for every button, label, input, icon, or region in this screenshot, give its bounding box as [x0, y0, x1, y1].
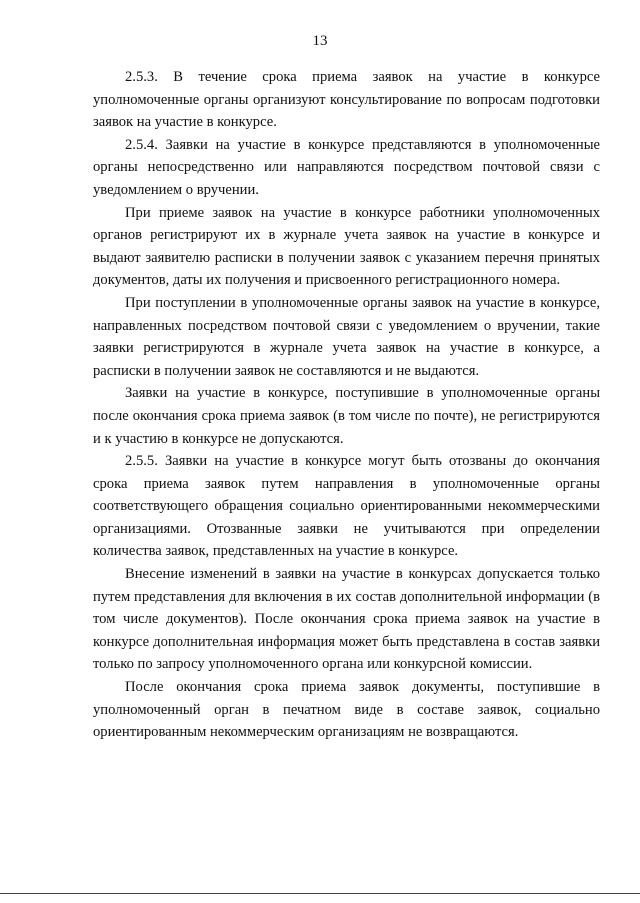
paragraph: После окончания срока приема заявок документы, поступившие в уполномоченный орган в печатном виде в составе заявок, социально ориентированным некоммерческим организациям не возвращаются.: [93, 679, 600, 741]
paragraph: Внесение изменений в заявки на участие в конкурсах допускается только путем представления для включения в их состав дополнительной информации (в том числе документов). После окончания срока приема заявок на участие в конкурсе дополнительная информация может быть представлена в состав заявки только по запросу уполномоченного органа или конкурсной комиссии.: [93, 566, 600, 673]
page-number: 13: [312, 33, 328, 49]
paragraph: 2.5.3. В течение срока приема заявок на участие в конкурсе уполномоченные органы организуют консультирование по вопросам подготовки заявок на участие в конкурсе.: [93, 69, 600, 131]
paragraph: 2.5.5. Заявки на участие в конкурсе могут быть отозваны до окончания срока приема заявок путем направления в уполномоченные органы соответствующего обращения социально ориентированными некоммерческими организациями. Отозванные заявки не учитываются при определении количества заявок, представленных на участие в конкурсе.: [93, 453, 600, 560]
paragraph: При приеме заявок на участие в конкурсе работники уполномоченных органов регистрируют их в журнале учета заявок на участие в конкурсе и выдают заявителю расписки в получении заявок с указанием перечня принятых документов, даты их получения и присвоенного регистрационного номера.: [93, 204, 600, 289]
paragraph: 2.5.4. Заявки на участие в конкурсе представляются в уполномоченные органы непосредственно или направляются посредством почтовой связи с уведомлением о вручении.: [93, 136, 600, 198]
paragraph: При поступлении в уполномоченные органы заявок на участие в конкурсе, направленных посредством почтовой связи с уведомлением о вручении, такие заявки регистрируются в журнале учета заявок на участие в конкурсе, а расписки в получении заявок не составляются и не выдаются.: [93, 294, 600, 379]
document-body: [93, 66, 600, 744]
page-bottom-edge: [0, 893, 640, 894]
paragraph: Заявки на участие в конкурсе, поступившие в уполномоченные органы после окончания срока приема заявок (в том числе по почте), не регистрируются и к участию в конкурсе не допускаются.: [93, 385, 600, 447]
